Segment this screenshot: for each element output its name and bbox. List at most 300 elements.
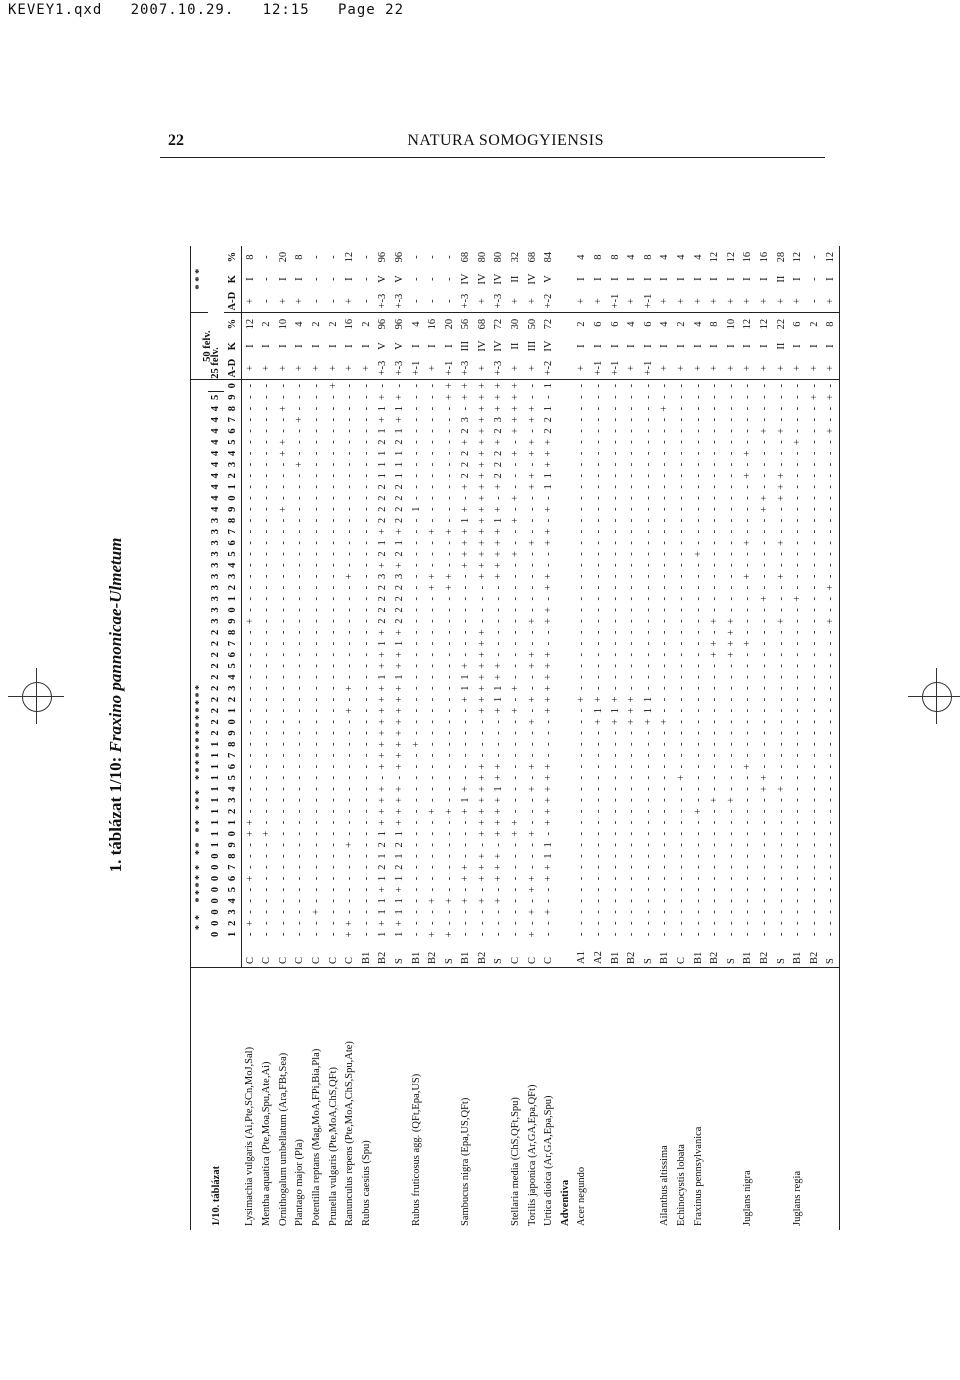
cover-cell: - — [626, 383, 638, 388]
cover-cell: 1 — [377, 640, 389, 647]
cover-cell: - — [476, 843, 488, 847]
cover-cell: + — [377, 651, 389, 658]
cover-cell: - — [460, 764, 472, 769]
cover-cell: + — [476, 472, 488, 479]
cover-cell: 1 — [393, 461, 405, 468]
cover-cell: 1 — [377, 853, 389, 859]
cover-cell: - — [692, 865, 704, 870]
cover-cell: - — [676, 854, 688, 858]
cover-cell: - — [775, 887, 787, 892]
cover-cell: + — [344, 841, 356, 848]
cover-cell: - — [427, 787, 439, 791]
cover-cell: - — [659, 395, 671, 399]
constancy-class: I — [427, 344, 439, 348]
cover-cell: - — [410, 395, 422, 399]
cover-cell: - — [310, 708, 322, 713]
cover-cell: + — [277, 439, 289, 446]
cover-cell: - — [327, 597, 339, 601]
cover-cell: 2 — [493, 473, 505, 479]
cover-cell: - — [261, 574, 273, 579]
cover-cell: - — [543, 597, 555, 601]
cover-cell: - — [294, 776, 306, 780]
cover-cell: - — [659, 597, 671, 601]
cover-cell: - — [676, 664, 688, 668]
cover-cell: + — [476, 797, 488, 804]
cover-cell: - — [310, 574, 322, 579]
cover-cell: - — [244, 473, 256, 478]
cover-cell: - — [427, 831, 439, 836]
cover-cell — [557, 884, 574, 895]
cover-cell: + — [476, 394, 488, 401]
cover-cell: - — [792, 641, 804, 646]
percent-value: 22 — [775, 318, 787, 330]
cover-cell: + — [377, 394, 389, 401]
cover-cell: - — [775, 585, 787, 590]
ad-value-25: + — [789, 290, 806, 313]
cover-cell: - — [360, 619, 372, 623]
layer-code: S — [642, 958, 654, 964]
cover-cell: 2 — [377, 596, 389, 602]
cover-cell: - — [692, 742, 704, 746]
cover-cell: - — [775, 764, 787, 769]
cover-cell: - — [277, 831, 289, 836]
cover-cell: - — [692, 910, 704, 914]
cover-cell: + — [526, 763, 538, 770]
cover-cell: + — [543, 875, 555, 882]
cover-cell: + — [393, 797, 405, 804]
cover-cell — [557, 638, 574, 649]
cover-cell: - — [360, 720, 372, 724]
releve-tens: 1 — [210, 831, 222, 837]
cover-cell: - — [277, 485, 289, 489]
cover-cell: - — [443, 708, 455, 713]
cover-cell: - — [410, 887, 422, 892]
cover-cell: - — [277, 876, 289, 881]
cover-cell: + — [244, 920, 256, 927]
cover-cell: + — [443, 584, 455, 591]
cover-cell: - — [709, 552, 721, 556]
cover-cell: + — [510, 450, 522, 457]
cover-cell: - — [593, 843, 605, 847]
cover-cell: - — [626, 753, 638, 758]
cover-cell: - — [327, 395, 339, 399]
cover-cell: - — [261, 664, 273, 668]
cover-cell: + — [261, 830, 273, 837]
cover-cell — [557, 694, 574, 705]
cover-cell: - — [327, 485, 339, 489]
constancy-class: I — [244, 344, 256, 348]
cover-cell: - — [460, 776, 472, 780]
cover-cell: - — [310, 798, 322, 802]
cover-cell: 1 — [393, 931, 405, 938]
cover-cell: - — [742, 485, 754, 489]
cover-cell: - — [709, 473, 721, 478]
percent-value-25: 12 — [823, 246, 840, 268]
cover-cell: - — [642, 462, 654, 467]
cover-cell: - — [709, 451, 721, 456]
cover-cell: + — [476, 819, 488, 826]
cover-cell: - — [261, 619, 273, 623]
species-name: Potentilla reptans (Mag,MoA,FPi,Bia,Pla) — [308, 968, 325, 1231]
cover-cell: - — [642, 787, 654, 791]
cover-cell: - — [443, 597, 455, 601]
cover-cell: - — [327, 764, 339, 769]
cover-cell: - — [277, 518, 289, 523]
cover-cell: - — [775, 899, 787, 903]
cover-cell: - — [808, 910, 820, 914]
releve-units: 3 — [224, 795, 241, 806]
constancy-class: I — [410, 344, 422, 348]
cover-cell: 2 — [393, 596, 405, 602]
cover-cell: - — [427, 608, 439, 612]
cover-cell: - — [443, 462, 455, 467]
cover-cell: + — [244, 618, 256, 625]
cover-cell: - — [443, 753, 455, 758]
cover-cell: - — [294, 597, 306, 601]
cover-cell: - — [510, 876, 522, 881]
cover-cell: - — [593, 485, 605, 489]
cover-cell: - — [676, 507, 688, 512]
cover-cell: + — [277, 450, 289, 457]
cover-cell: + — [510, 517, 522, 524]
cover-cell: - — [725, 820, 737, 825]
constancy-class-25: V — [543, 275, 555, 283]
cover-cell: - — [327, 574, 339, 579]
cover-cell: - — [609, 787, 621, 791]
cover-cell: + — [393, 763, 405, 770]
cover-cell: - — [344, 731, 356, 735]
cover-cell: - — [510, 798, 522, 802]
cover-cell: + — [476, 707, 488, 714]
cover-cell: - — [692, 798, 704, 802]
cover-cell: - — [758, 887, 770, 892]
cover-cell: - — [792, 708, 804, 713]
cover-cell — [557, 795, 574, 806]
ad-value: +-1 — [408, 357, 425, 380]
releve-units: 9 — [224, 727, 241, 738]
cover-cell: - — [344, 473, 356, 478]
cover-cell: - — [725, 608, 737, 612]
cover-cell: - — [576, 406, 588, 411]
releve-tens: 1 — [210, 808, 222, 814]
cover-cell: - — [775, 865, 787, 870]
cover-cell: - — [823, 851, 840, 862]
cover-cell: - — [642, 518, 654, 523]
cover-cell: - — [609, 451, 621, 456]
cover-cell: - — [244, 798, 256, 802]
ad-value-25: + — [756, 290, 773, 313]
ad-value: + — [258, 357, 275, 380]
cover-cell: + — [377, 886, 389, 893]
cover-cell: - — [823, 750, 840, 761]
cover-cell: + — [493, 853, 505, 860]
cover-cell: 1 — [393, 405, 405, 412]
cover-cell: - — [310, 876, 322, 881]
releve-tens: 3 — [210, 584, 222, 591]
file-slug: KEVEY1.qxd 2007.10.29. 12:15 Page 22 — [8, 2, 405, 18]
cover-cell: - — [327, 429, 339, 433]
cover-cell: - — [725, 529, 737, 534]
cover-cell: - — [626, 787, 638, 791]
cover-cell: - — [792, 876, 804, 881]
ad-value: +-3 — [391, 357, 408, 380]
ad-value-25: + — [723, 290, 740, 313]
cover-cell: - — [709, 887, 721, 892]
cover-cell: - — [360, 541, 372, 545]
table-row — [557, 246, 574, 1230]
table-label: 1/10. táblázat — [191, 968, 242, 1231]
cover-cell: - — [758, 764, 770, 769]
cover-cell: - — [808, 686, 820, 691]
cover-cell: + — [725, 618, 737, 625]
ad-value-25: + — [275, 290, 292, 313]
cover-cell: - — [593, 630, 605, 635]
cover-cell: - — [808, 899, 820, 903]
cover-cell: - — [642, 552, 654, 556]
cover-cell: - — [758, 608, 770, 612]
cover-cell: - — [626, 529, 638, 534]
releve-units: 3 — [224, 683, 241, 694]
cover-cell: - — [244, 708, 256, 713]
cover-cell: - — [327, 843, 339, 847]
cover-cell: - — [576, 731, 588, 735]
cover-cell: + — [758, 495, 770, 502]
cover-cell: - — [692, 921, 704, 925]
cover-cell: + — [460, 539, 472, 546]
layer-code: B2 — [808, 951, 820, 964]
releve-units: 4 — [224, 672, 241, 683]
cover-cell: - — [593, 552, 605, 556]
cover-cell: - — [327, 418, 339, 422]
cover-cell: + — [593, 696, 605, 703]
cover-cell: - — [642, 574, 654, 579]
cover-cell: + — [526, 483, 538, 490]
cover-cell: - — [360, 787, 372, 791]
cover-cell: - — [758, 899, 770, 903]
cover-cell: + — [460, 382, 472, 389]
cover-cell: - — [676, 597, 688, 601]
cover-cell: - — [493, 843, 505, 847]
cover-cell: - — [327, 865, 339, 870]
cover-cell: + — [775, 573, 787, 580]
cover-cell: - — [808, 630, 820, 635]
cover-cell: - — [775, 697, 787, 702]
table-row — [341, 246, 358, 1230]
cover-cell: + — [377, 718, 389, 725]
cover-cell: + — [543, 819, 555, 826]
cover-cell: - — [576, 854, 588, 858]
cover-cell: + — [758, 595, 770, 602]
cover-cell: - — [642, 641, 654, 646]
cover-cell: - — [659, 652, 671, 657]
cover-cell: - — [758, 552, 770, 556]
cover-cell: - — [676, 473, 688, 478]
cover-cell: - — [823, 705, 840, 716]
releve-tens: 4 — [210, 405, 222, 412]
cover-cell: - — [758, 473, 770, 478]
cover-cell: - — [526, 429, 538, 433]
cover-cell: - — [493, 630, 505, 635]
cover-cell: - — [510, 507, 522, 512]
ad-value-25: +-3 — [458, 290, 475, 313]
cover-cell: - — [676, 731, 688, 735]
cover-cell: - — [327, 641, 339, 646]
cover-cell: - — [576, 485, 588, 489]
cover-cell: - — [261, 899, 273, 903]
cover-cell: 2 — [460, 473, 472, 479]
cover-cell: - — [294, 619, 306, 623]
cover-cell: + — [692, 551, 704, 557]
cover-cell: - — [244, 776, 256, 780]
constancy-class: IV — [543, 340, 555, 352]
ad-value-25: + — [740, 290, 757, 313]
cover-cell: - — [758, 753, 770, 758]
ad-value-25: + — [673, 290, 690, 313]
releve-tens: 3 — [210, 517, 222, 524]
cover-cell: + — [476, 830, 488, 837]
cover-cell: - — [360, 574, 372, 579]
cover-cell — [557, 783, 574, 794]
cover-cell: - — [692, 675, 704, 679]
cover-cell: + — [823, 391, 840, 403]
cover-cell: + — [460, 394, 472, 401]
cover-cell: - — [526, 899, 538, 903]
cover-cell: - — [823, 918, 840, 929]
cover-cell: - — [725, 462, 737, 467]
cover-cell: - — [244, 809, 256, 814]
releve-tens: 0 — [210, 853, 222, 859]
cover-cell: - — [709, 776, 721, 780]
percent-value-25: 16 — [758, 251, 770, 263]
ad-value-25: - — [325, 290, 342, 313]
cover-cell: - — [758, 820, 770, 825]
cover-cell: - — [344, 462, 356, 467]
cover-cell: - — [261, 541, 273, 545]
cover-cell: - — [360, 518, 372, 523]
cover-cell: + — [377, 752, 389, 759]
constancy-class-25: V — [393, 275, 405, 283]
percent-value-25: 68 — [460, 251, 472, 263]
cover-cell: - — [443, 776, 455, 780]
cover-cell: - — [792, 418, 804, 422]
table-row — [507, 246, 524, 1230]
cover-cell: - — [742, 899, 754, 903]
cover-cell: - — [344, 485, 356, 489]
cover-cell: - — [410, 809, 422, 814]
cover-cell: - — [493, 585, 505, 590]
cover-cell: - — [626, 876, 638, 881]
cover-cell: - — [642, 764, 654, 769]
cover-cell: - — [294, 406, 306, 411]
ad-value — [557, 357, 574, 380]
cover-cell — [557, 437, 574, 448]
cover-cell: + — [823, 582, 840, 593]
cover-cell: - — [792, 383, 804, 388]
cover-cell: - — [659, 776, 671, 780]
cover-cell: - — [823, 806, 840, 817]
cover-cell: - — [360, 429, 372, 433]
cover-cell: - — [344, 563, 356, 567]
cover-cell: - — [410, 787, 422, 791]
cover-cell: - — [742, 686, 754, 691]
cover-cell: - — [410, 932, 422, 937]
cover-cell: - — [443, 865, 455, 870]
cover-cell: - — [792, 630, 804, 635]
cover-cell: - — [344, 496, 356, 500]
releve-units: 5 — [224, 884, 241, 895]
cover-cell: - — [261, 496, 273, 500]
cover-cell: - — [742, 798, 754, 802]
cover-cell: - — [261, 563, 273, 567]
group1-header: 50 felv. — [191, 313, 225, 380]
cover-cell: + — [493, 875, 505, 882]
ad-value: + — [574, 357, 591, 380]
cover-cell: 2 — [543, 417, 555, 423]
cover-cell: - — [443, 440, 455, 444]
cover-cell: - — [526, 608, 538, 612]
cover-cell: - — [642, 932, 654, 937]
cover-cell: - — [360, 776, 372, 780]
cover-cell: - — [543, 731, 555, 735]
percent-value: 68 — [476, 318, 488, 330]
cover-cell: - — [493, 910, 505, 914]
cover-cell: - — [642, 831, 654, 836]
cover-cell: - — [443, 429, 455, 433]
cover-cell: - — [626, 496, 638, 500]
cover-cell: - — [493, 652, 505, 657]
cover-cell: - — [576, 876, 588, 881]
cover-cell: - — [526, 552, 538, 556]
cover-cell: + — [476, 853, 488, 860]
cover-cell: - — [410, 854, 422, 858]
cover-cell: - — [758, 675, 770, 679]
releve-units: 2 — [224, 806, 241, 817]
cover-cell: - — [758, 451, 770, 456]
releve-tens: 0 — [210, 887, 222, 893]
constancy-class-25: - — [443, 277, 455, 281]
cover-cell: - — [792, 518, 804, 523]
releve-units: 8 — [224, 403, 241, 414]
cover-cell: - — [576, 383, 588, 388]
percent-value-25: 8 — [642, 254, 654, 260]
cover-cell: + — [393, 528, 405, 535]
cover-cell: - — [692, 518, 704, 523]
cover-cell: - — [775, 552, 787, 556]
cover-cell: + — [775, 495, 787, 502]
percent-value-25: 84 — [543, 251, 555, 263]
cover-cell: - — [692, 608, 704, 612]
cover-cell — [557, 817, 574, 828]
cover-cell: - — [410, 831, 422, 836]
cover-cell: - — [294, 764, 306, 769]
layer-code: C — [543, 956, 555, 964]
cover-cell: - — [626, 641, 638, 646]
cover-cell: - — [344, 429, 356, 433]
constancy-class: I — [360, 344, 372, 348]
cover-cell: + — [476, 439, 488, 446]
cover-cell: - — [526, 383, 538, 388]
ad-value-25: + — [657, 290, 674, 313]
cover-cell: - — [823, 638, 840, 649]
cover-cell: - — [593, 831, 605, 836]
cover-cell: - — [360, 910, 372, 914]
cover-cell: + — [476, 875, 488, 882]
cover-cell: - — [410, 429, 422, 433]
cover-cell: - — [460, 753, 472, 758]
cover-cell: + — [510, 707, 522, 714]
cover-cell: - — [692, 899, 704, 903]
cover-cell: - — [709, 608, 721, 612]
